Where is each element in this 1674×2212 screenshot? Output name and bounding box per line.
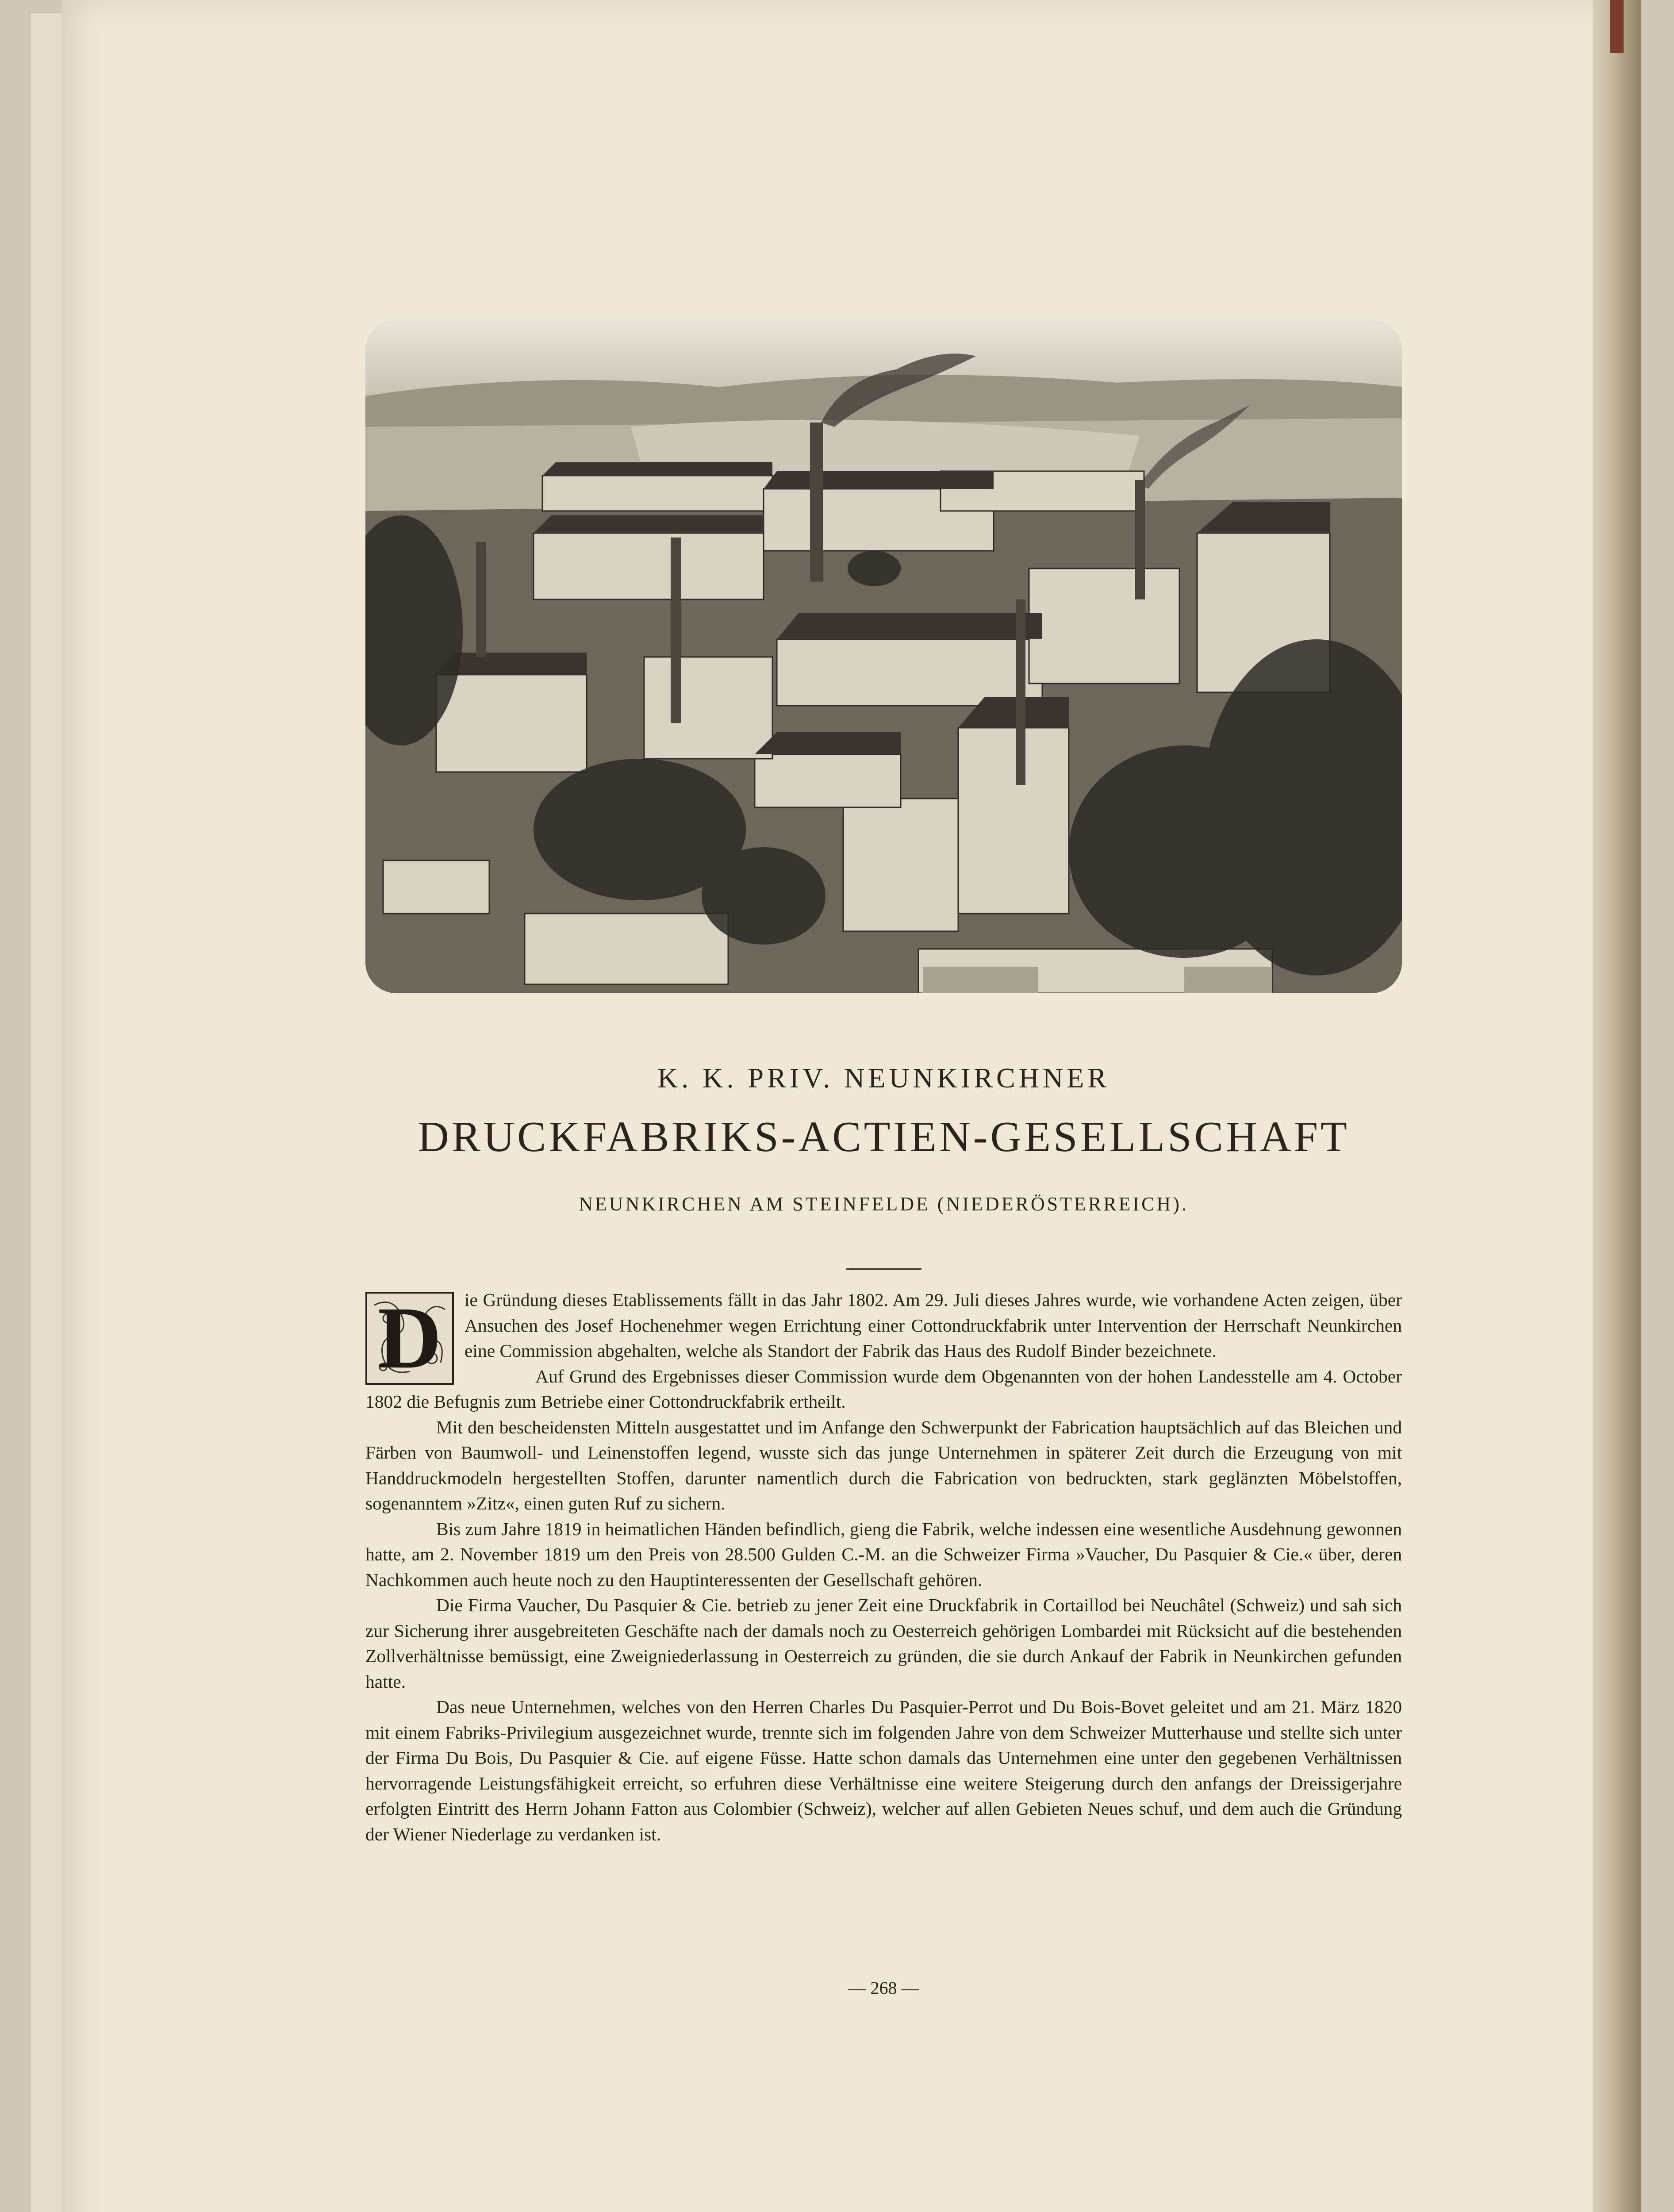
divider-rule (846, 1268, 921, 1270)
company-kicker: K. K. PRIV. NEUNKIRCHNER (657, 1062, 1110, 1094)
page-number: — 268 — (848, 1978, 919, 1998)
paragraph-3: Mit den bescheidensten Mitteln ausgestattet und im Anfange den Schwerpunkt der Fabrication hauptsächlich auf das Bleichen und Färben von Baumwoll- und Leinenstoffen legend, wusste sich das junge Unternehmen in späterer Zeit durch die Erzeugung von mit Handdruckmodeln hergestellten Stoffen, darunter namentlich durch die Fabrication von bedruckten, stark geglänzten Möbelstoffen, sogenanntem »Zitz«, einen guten Ruf zu sichern. (365, 1417, 1402, 1513)
paragraph-6: Das neue Unternehmen, welches von den Herren Charles Du Pasquier-Perrot und Du Bois-Bovet geleitet und am 21. März 1820 mit einem Fabriks-Privilegium ausgezeichnet wurde, trennte sich im folgenden Jahre von dem Schweizer Mutterhause und stellte sich unter der Firma Du Bois, Du Pasquier & Cie. auf eigene Füsse. Hatte schon damals das Unternehmen eine unter den gegebenen Verhältnissen hervorragende Leistungsfähigkeit erreicht, so erfuhren diese Verhältnisse eine weitere Steigerung durch den anfangs der Dreissigerjahre erfolgten Eintritt des Herrn Johann Fatton aus Colombier (Schweiz), welcher auf allen Gebieten Neues schuf, und dem auch die Gründung der Wiener Niederlage zu verdanken ist. (365, 1697, 1402, 1844)
paragraph-2: Auf Grund des Ergebnisses dieser Commission wurde dem Obgenannten von der hohen Landesstelle am 4. October 1802 die Befugnis zum Betriebe einer Cottondruckfabrik ertheilt. (365, 1366, 1402, 1412)
paragraph-4: Bis zum Jahre 1819 in heimatlichen Händen befindlich, gieng die Fabrik, welche indessen eine wesentliche Ausdehnung gewonnen hatte, am 2. November 1819 um den Preis von 28.500 Gulden C.-M. an die Schweizer Firma »Vaucher, Du Pasquier & Cie.« über, deren Nachkommen auch heute noch zu den Hauptinteressenten der Gesellschaft gehören. (365, 1518, 1402, 1590)
company-location: NEUNKIRCHEN AM STEINFELDE (NIEDERÖSTERREICH). (579, 1193, 1189, 1215)
article-body (365, 1287, 1402, 1847)
paragraph-1: ie Gründung dieses Etablissements fällt in das Jahr 1802. Am 29. Juli dieses Jahres wurde, wie vorhandene Acten zeigen, über Ansuchen des Josef Hochenehmer wegen Errichtung einer Cottondruckfabrik unter Intervention der Herrschaft Neunkirchen eine Commission abgehalten, welche als Standort der Fabrik das Haus des Rudolf Binder bezeichnete. (465, 1290, 1402, 1361)
factory-illustration (365, 321, 1402, 993)
paragraph-5: Die Firma Vaucher, Du Pasquier & Cie. betrieb zu jener Zeit eine Druckfabrik in Cortaillod bei Neuchâtel (Schweiz) und sah sich zur Sicherung ihrer ausgebreiteten Geschäfte nach der damals noch zu Oesterreich gehörigen Lombardei mit Rücksicht auf die bestehenden Zollverhältnisse bemüssigt, eine Zweigniederlassung in Oesterreich zu gründen, die sie durch Ankauf der Fabrik in Neunkirchen gefunden hatte. (365, 1595, 1402, 1692)
company-title: DRUCKFABRIKS-ACTIEN-GESELLSCHAFT (418, 1113, 1350, 1161)
page-edge (1593, 0, 1641, 2212)
factory-illustration-icon (365, 321, 1402, 993)
binding-bookmark (1610, 0, 1624, 53)
title-block (365, 1062, 1402, 1270)
dropcap-letter: D (377, 1289, 442, 1387)
dropcap-ornament (365, 1289, 454, 1387)
